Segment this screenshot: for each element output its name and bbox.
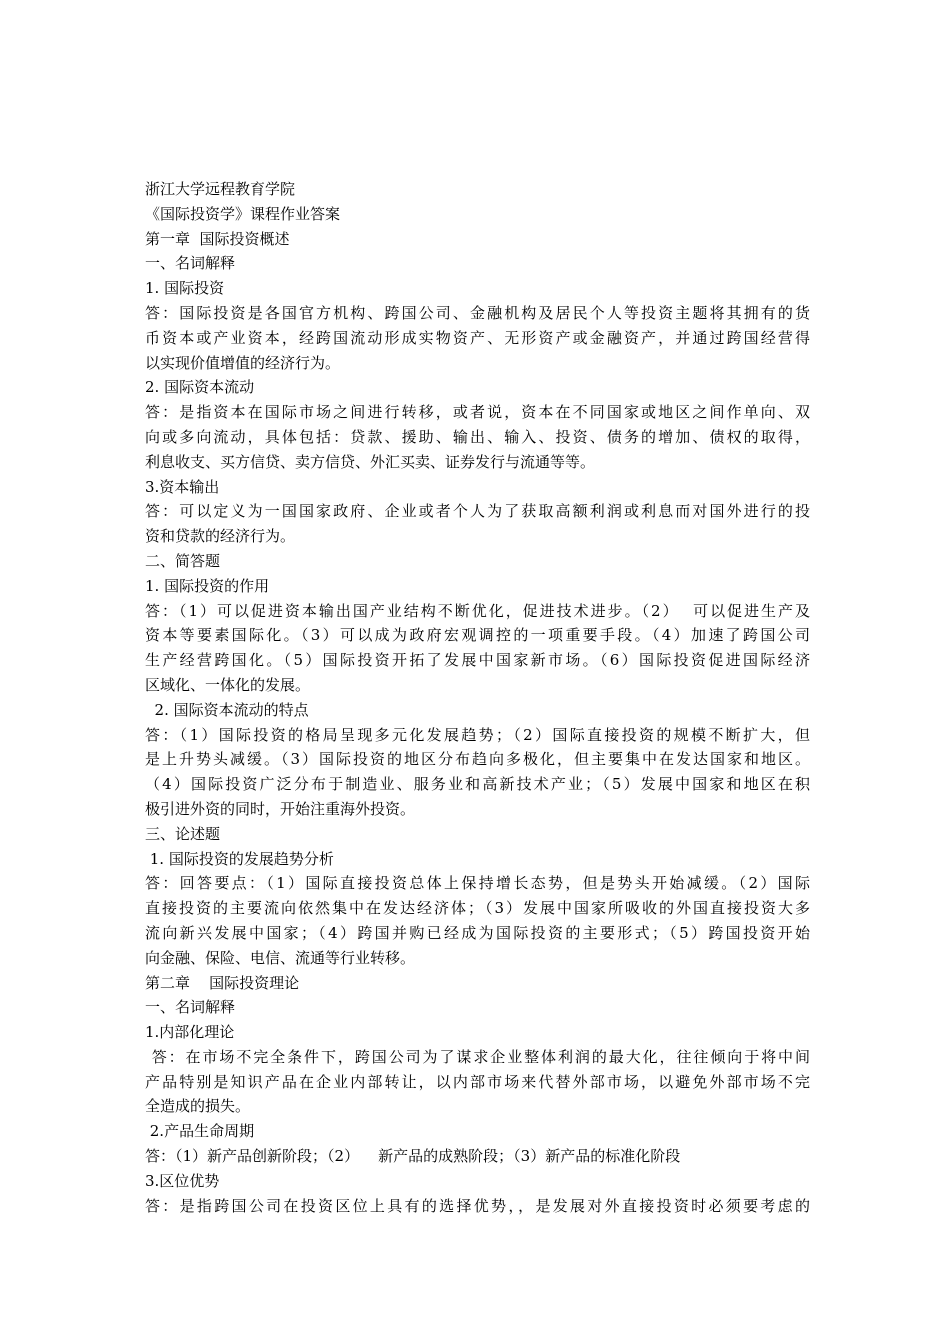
text-line: 答：是指资本在国际市场之间进行转移，或者说，资本在不同国家或地区之间作单向、双 [145,403,810,422]
text-line: 利息收支、买方信贷、卖方信贷、外汇买卖、证券发行与流通等等。 [145,452,596,471]
text-line: 第一章 国际投资概述 [145,229,290,248]
text-line: 1.内部化理论 [145,1023,235,1042]
text-line: 2. 国际资本流动的特点 [145,700,309,719]
text-line: 向金融、保险、电信、流通等行业转移。 [145,948,416,967]
text-line: 极引进外资的同时，开始注重海外投资。 [145,799,416,818]
text-line: 第二章 国际投资理论 [145,973,300,992]
text-line: 《国际投资学》课程作业答案 [145,204,341,223]
text-line: 资和贷款的经济行为。 [145,527,296,546]
text-line: 区域化、一体化的发展。 [145,675,311,694]
text-line: （4）国际投资广泛分布于制造业、服务业和高新技术产业；（5）发展中国家和地区在积 [145,775,810,794]
text-line: 答：是指跨国公司在投资区位上具有的选择优势，，是发展对外直接投资时必须要考虑的 [145,1196,810,1215]
text-line: 三、论述题 [145,824,221,843]
text-line: 答：（1）可以促进资本输出国产业结构不断优化，促进技术进步。（2） 可以促进生产及 [145,601,810,620]
text-line: 2.产品生命周期 [145,1122,255,1141]
text-line: 产品特别是知识产品在企业内部转让，以内部市场来代替外部市场，以避免外部市场不完 [145,1072,810,1091]
text-line: 答：（1）国际投资的格局呈现多元化发展趋势；（2）国际直接投资的规模不断扩大，但 [145,725,810,744]
text-line: 3.资本输出 [145,477,220,496]
text-line: 答：可以定义为一国国家政府、企业或者个人为了获取高额利润或利息而对国外进行的投 [145,502,810,521]
text-line: 3.区位优势 [145,1171,220,1190]
text-line: 币资本或产业资本，经跨国流动形成实物资产、无形资产或金融资产，并通过跨国经营得 [145,328,810,347]
text-line: 直接投资的主要流向依然集中在发达经济体；（3）发展中国家所吸收的外国直接投资大多 [145,899,810,918]
text-line: 1. 国际投资的作用 [145,576,270,595]
text-line: 答：在市场不完全条件下，跨国公司为了谋求企业整体利润的最大化，往往倾向于将中间 [145,1047,810,1066]
text-line: 资本等要素国际化。（3）可以成为政府宏观调控的一项重要手段。（4）加速了跨国公司 [145,626,810,645]
text-line: 向或多向流动，具体包括：贷款、援助、输出、输入、投资、债务的增加、债权的取得， [145,427,810,446]
text-line: 浙江大学远程教育学院 [145,180,296,198]
text-line: 答：回答要点：（1）国际直接投资总体上保持增长态势，但是势头开始减缓。（2）国际 [145,874,810,893]
text-line: 答：（1）新产品创新阶段；（2） 新产品的成熟阶段；（3）新产品的标准化阶段 [145,1147,681,1166]
text-line: 一、名词解释 [145,998,236,1017]
text-line: 是上升势头减缓。（3）国际投资的地区分布趋向多极化，但主要集中在发达国家和地区。 [145,750,810,769]
text-line: 2. 国际资本流动 [145,378,255,397]
text-line: 一、名词解释 [145,254,236,273]
text-line: 全造成的损失。 [145,1097,251,1116]
text-line: 生产经营跨国化。（5）国际投资开拓了发展中国家新市场。（6）国际投资促进国际经济 [145,651,810,670]
text-line: 以实现价值增值的经济行为。 [145,353,341,372]
text-line: 答：国际投资是各国官方机构、跨国公司、金融机构及居民个人等投资主题将其拥有的货 [145,303,810,322]
text-line: 流向新兴发展中国家；（4）跨国并购已经成为国际投资的主要形式；（5）跨国投资开始 [145,923,810,942]
text-line: 1. 国际投资的发展趋势分析 [145,849,334,868]
text-line: 1. 国际投资 [145,279,225,298]
document-page [145,177,810,1218]
text-line: 二、简答题 [145,551,221,570]
